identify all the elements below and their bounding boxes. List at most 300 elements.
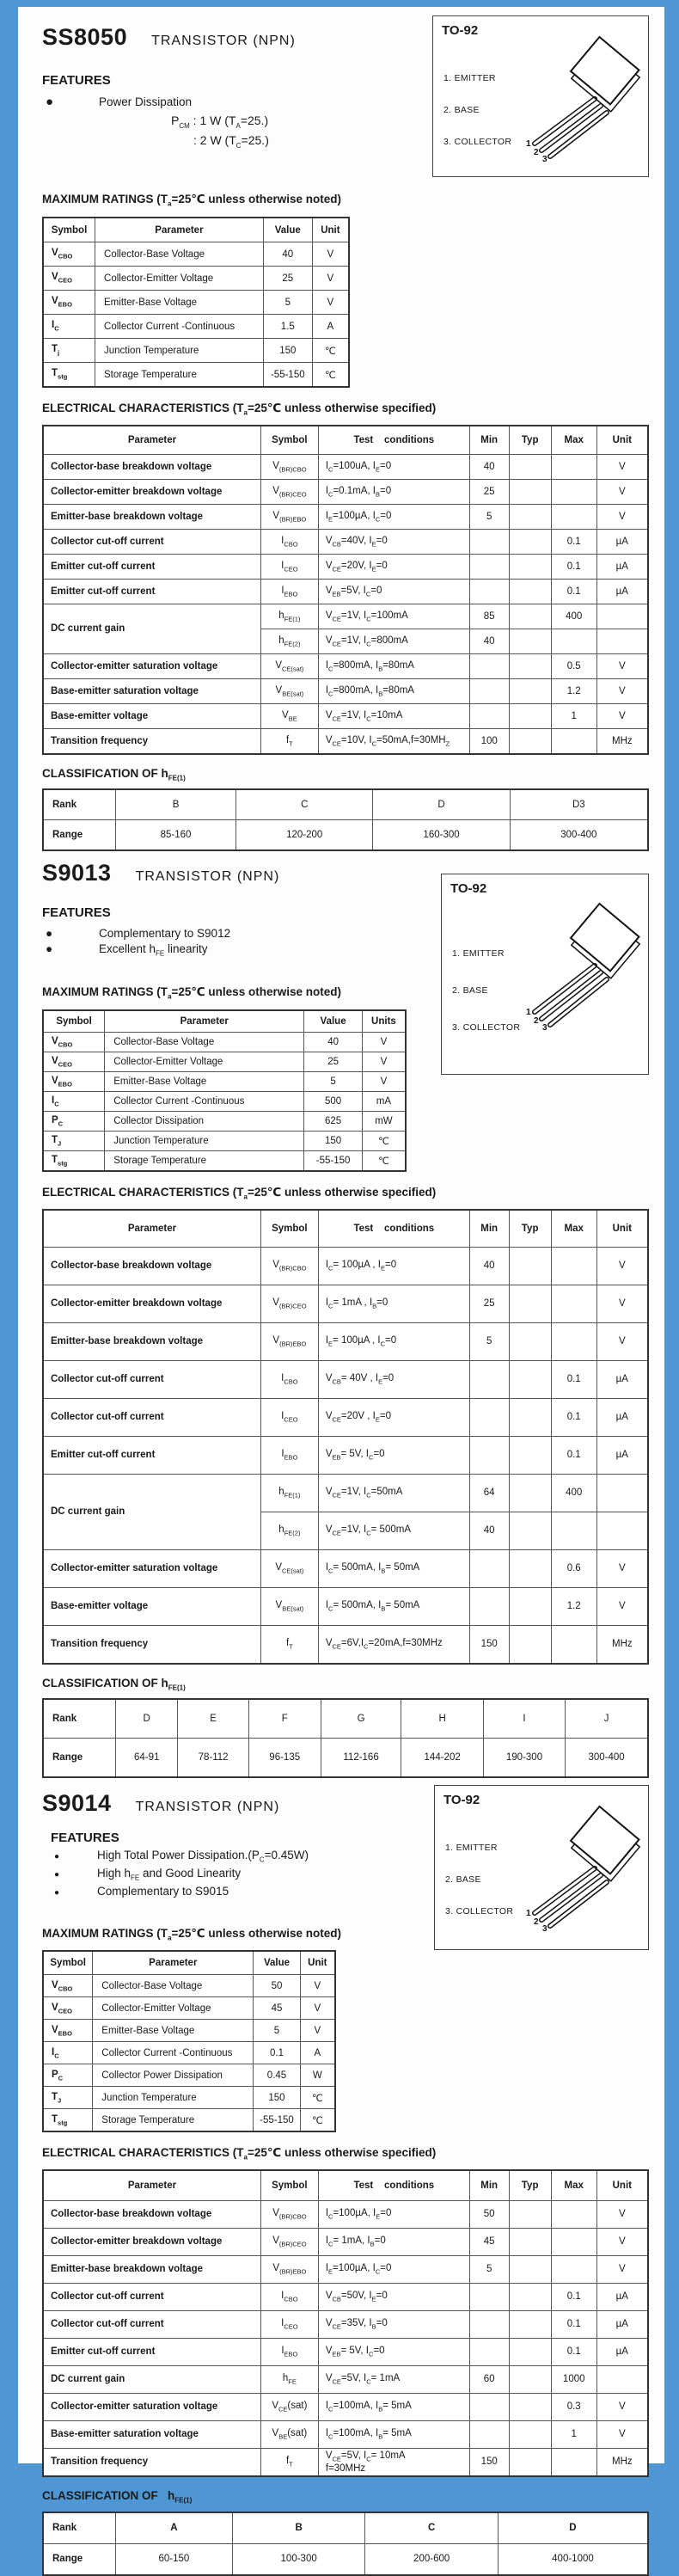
table-cell: 1 (551, 703, 596, 728)
table-cell: V (362, 1052, 406, 1071)
table-cell: V (596, 2393, 648, 2420)
column-header: Symbol (260, 2170, 318, 2201)
svg-text:2: 2 (534, 1016, 539, 1027)
table-row (43, 1436, 648, 1474)
table-cell: Rank (43, 789, 115, 820)
part-number: SS8050 (42, 24, 128, 50)
table (42, 1009, 407, 1172)
table-cell: 0.1 (551, 1360, 596, 1398)
table-cell: Emitter-base breakdown voltage (43, 504, 260, 529)
column-header: Unit (300, 1951, 335, 1975)
table-cell: Range (43, 1739, 115, 1778)
table-cell: C (365, 2512, 499, 2544)
table-row (43, 2283, 648, 2310)
table-cell: $V_{(BR)CBO}$ (260, 1247, 318, 1285)
table-row (43, 267, 349, 291)
table-row (43, 1549, 648, 1587)
table-cell: $V_{CE(sat)}$ (260, 1549, 318, 1587)
table-cell: $I_C= 1mA$ , $I_B=0$ (318, 1285, 469, 1322)
table-cell: $I_C=100mA$, $I_B= 5mA$ (318, 2393, 469, 2420)
table-cell: $V_{CBO}$ (43, 1032, 105, 1052)
table-cell: 5 (469, 1322, 509, 1360)
table-cell: 64-91 (115, 1739, 177, 1778)
table-row (43, 2064, 335, 2087)
table-cell: 160-300 (373, 820, 510, 851)
bullet-icon: ● (46, 942, 53, 956)
table-cell: $I_{CBO}$ (260, 2283, 318, 2310)
table-cell (551, 1512, 596, 1549)
table-cell: D (373, 789, 510, 820)
table-cell: 50 (469, 2200, 509, 2228)
table-cell (551, 479, 596, 504)
table-cell: V (300, 1975, 335, 1997)
table-row (43, 2087, 335, 2109)
pinout-list (443, 73, 511, 147)
table-cell: DC current gain (43, 604, 260, 653)
table-cell: 0.1 (551, 1436, 596, 1474)
table-cell: Emitter-Base Voltage (93, 2020, 254, 2042)
table-cell (509, 2448, 551, 2476)
table-cell: $T_J$ (43, 2087, 93, 2109)
hfe-classification-table (42, 1698, 649, 1778)
table-cell (469, 1360, 509, 1398)
table-cell: V (300, 1997, 335, 2020)
feature-text: Complementary to S9015 (97, 1884, 229, 1898)
bullet-icon: ● (54, 1869, 60, 1880)
table-cell: Base-emitter saturation voltage (43, 2420, 260, 2448)
column-header: Unit (312, 218, 349, 242)
table-cell: 1.2 (551, 678, 596, 703)
table-cell: 0.1 (551, 2283, 596, 2310)
max-ratings-heading: MAXIMUM RATINGS ($T_a=25℃$ unless otherwise noted) (42, 1926, 341, 1942)
table-cell: µA (596, 554, 648, 579)
table-cell: 150 (304, 1131, 363, 1150)
table-cell: H (401, 1699, 483, 1739)
classification-heading: CLASSIFICATION OF $h_{FE(1)}$ (42, 766, 186, 782)
table-cell (509, 2310, 551, 2338)
bullet-icon: ● (54, 1852, 60, 1862)
table-cell: $I_E= 100\mu A$ , $I_C=0$ (318, 1322, 469, 1360)
table-cell: $V_{CEO}$ (43, 1997, 93, 2020)
table-cell: ℃ (300, 2087, 335, 2109)
table-cell: $V_{CE}=20V$, $I_E=0$ (318, 554, 469, 579)
table-row (43, 1285, 648, 1322)
table-cell: 150 (469, 1625, 509, 1664)
table-cell: 0.1 (551, 579, 596, 604)
table-cell: $I_C$ (43, 1091, 105, 1111)
table-row (43, 1150, 406, 1171)
table-cell (469, 2310, 509, 2338)
table-row (43, 1739, 648, 1778)
table-cell: V (596, 653, 648, 678)
table-cell: 150 (469, 2448, 509, 2476)
table-cell (509, 1322, 551, 1360)
table-row (43, 363, 349, 388)
table-row (43, 1625, 648, 1664)
datasheet-page (18, 7, 664, 2565)
table-cell: 5 (263, 291, 312, 315)
table-cell: 60-150 (115, 2543, 232, 2575)
table-row (43, 604, 648, 629)
table-cell: $I_{EBO}$ (260, 1436, 318, 1474)
column-header: Typ (509, 1210, 551, 1248)
table-cell: $V_{CBO}$ (43, 242, 95, 267)
column-header: Typ (509, 426, 551, 455)
features-heading: FEATURES (51, 1831, 119, 1846)
table-cell (469, 1436, 509, 1474)
table-cell: $V_{EBO}$ (43, 1071, 105, 1091)
table-cell: V (312, 267, 349, 291)
table-cell: 0.5 (551, 653, 596, 678)
max-ratings-table (42, 1950, 336, 2132)
table-cell (509, 479, 551, 504)
table-cell (469, 2338, 509, 2365)
column-header: Typ (509, 2170, 551, 2201)
table-cell (509, 1436, 551, 1474)
table-row (43, 2020, 335, 2042)
svg-text:2: 2 (534, 1917, 539, 1928)
table-cell: $I_{CEO}$ (260, 554, 318, 579)
table-row (43, 504, 648, 529)
table-cell (551, 2200, 596, 2228)
pin-label: 1. EMITTER (443, 73, 496, 83)
table-cell: mA (362, 1091, 406, 1111)
table-cell: Collector cut-off current (43, 2310, 260, 2338)
table (42, 1698, 649, 1778)
pin-label: 2. BASE (443, 105, 480, 115)
table-row (43, 2512, 648, 2544)
table-cell: 5 (469, 2255, 509, 2283)
table-cell: $V_{CB}=40V$, $I_E=0$ (318, 529, 469, 554)
column-header: Value (304, 1010, 363, 1033)
table-cell (509, 454, 551, 479)
table-cell: 300-400 (510, 820, 648, 851)
table-cell: $V_{CE(sat)}$ (260, 653, 318, 678)
table-cell: Collector-Emitter Voltage (95, 267, 264, 291)
column-header: Value (254, 1951, 300, 1975)
table-cell (509, 504, 551, 529)
table-cell: $I_C=800mA$, $I_B=80mA$ (318, 678, 469, 703)
table-cell: $V_{CE}=6V,I_C=20mA,f=30MHz$ (318, 1625, 469, 1664)
table-row (43, 2310, 648, 2338)
table-cell: V (312, 242, 349, 267)
table-cell: 0.1 (551, 1398, 596, 1436)
table-cell: Emitter-Base Voltage (95, 291, 264, 315)
table-cell: ℃ (312, 363, 349, 388)
table-cell: V (596, 2200, 648, 2228)
table-row (43, 579, 648, 604)
table-cell: $V_{CB}= 40V$ , $I_E=0$ (318, 1360, 469, 1398)
table-cell: $I_{CBO}$ (260, 1360, 318, 1398)
table-cell: 150 (254, 2087, 300, 2109)
table-row (43, 2420, 648, 2448)
table-cell: -55-150 (263, 363, 312, 388)
table-row (43, 339, 349, 363)
table-cell (469, 529, 509, 554)
svg-text:3: 3 (542, 155, 547, 164)
table-cell: 5 (304, 1071, 363, 1091)
table-cell: 1.2 (551, 1587, 596, 1625)
table-cell: µA (596, 2283, 648, 2310)
table-cell (469, 554, 509, 579)
table-cell: Junction Temperature (105, 1131, 304, 1150)
table-cell: $V_{CE}=1V$, $I_C=100mA$ (318, 604, 469, 629)
column-header: Max (551, 426, 596, 455)
table-cell: $I_{CEO}$ (260, 2310, 318, 2338)
table-cell: F (248, 1699, 321, 1739)
table-row (43, 1052, 406, 1071)
table-cell (469, 653, 509, 678)
table-row (43, 2255, 648, 2283)
table-cell: V (596, 1285, 648, 1322)
table-row (43, 554, 648, 579)
electrical-characteristics-heading: ELECTRICAL CHARACTERISTICS ($T_a=25℃$ unless otherwise specified) (42, 402, 437, 417)
table-cell (551, 1625, 596, 1664)
table-cell: 45 (254, 1997, 300, 2020)
table-cell: $I_C=100\mu A$, $I_E=0$ (318, 2200, 469, 2228)
table-cell: 400 (551, 1474, 596, 1512)
pin-label: 1. EMITTER (452, 948, 505, 960)
table-row (43, 703, 648, 728)
table-row (43, 1975, 335, 1997)
table-row (43, 454, 648, 479)
table-row (43, 789, 648, 820)
table-cell: D3 (510, 789, 648, 820)
table-row (43, 653, 648, 678)
table-cell: $I_{EBO}$ (260, 579, 318, 604)
electrical-characteristics-table (42, 1209, 649, 1665)
table-cell: 190-300 (483, 1739, 565, 1778)
table-cell: 1000 (551, 2365, 596, 2393)
table-cell: Collector-base breakdown voltage (43, 2200, 260, 2228)
table-cell: $V_{CE}=1V$, $I_C=800mA$ (318, 629, 469, 653)
power-line: : 2 W $(T_C=25.)$ (193, 133, 269, 150)
classification-heading: CLASSIFICATION OF $h_{FE(1)}$ (42, 2488, 193, 2505)
column-header: Parameter (43, 426, 260, 455)
table-cell: V (362, 1032, 406, 1052)
column-header: Min (469, 1210, 509, 1248)
feature-text: Complementary to S9012 (99, 927, 231, 941)
pinout-list (452, 948, 520, 1033)
table-cell: I (483, 1699, 565, 1739)
table-cell (596, 1474, 648, 1512)
table-cell (551, 454, 596, 479)
electrical-characteristics-heading: ELECTRICAL CHARACTERISTICS ($T_a=25℃$ unless otherwise specified) (42, 2146, 437, 2162)
table-cell (509, 1360, 551, 1398)
table-cell: -55-150 (304, 1150, 363, 1171)
table-cell: $V_{CE}=35V$, $I_B=0$ (318, 2310, 469, 2338)
table-cell: 100-300 (232, 2543, 365, 2575)
table-cell: Storage Temperature (105, 1150, 304, 1171)
table-cell: Transition frequency (43, 1625, 260, 1664)
table-cell: 0.1 (254, 2042, 300, 2064)
package-box-to92 (432, 15, 649, 177)
table-cell: $V_{(BR)EBO}$ (260, 2255, 318, 2283)
table-cell: $V_{BE}(sat)$ (260, 2420, 318, 2448)
table-cell: 0.1 (551, 2338, 596, 2365)
feature-text: Excellent $h_{FE}$ linearity (99, 942, 208, 959)
table-cell (509, 1625, 551, 1664)
table-cell: ℃ (362, 1150, 406, 1171)
table-cell (509, 2228, 551, 2255)
table-cell: B (115, 789, 236, 820)
to92-package-drawing (516, 892, 646, 1038)
table-cell: D (498, 2512, 648, 2544)
table-cell: V (596, 1247, 648, 1285)
column-header: Symbol (43, 1951, 93, 1975)
table-cell (509, 1549, 551, 1587)
table-cell: DC current gain (43, 1474, 260, 1549)
table-cell: $T_{stg}$ (43, 363, 95, 388)
table-cell (509, 1398, 551, 1436)
table-cell (509, 653, 551, 678)
table-cell: Storage Temperature (95, 363, 264, 388)
table-cell (509, 1587, 551, 1625)
table-cell: V (300, 2020, 335, 2042)
svg-text:1: 1 (526, 139, 531, 149)
table-cell: 0.45 (254, 2064, 300, 2087)
table-cell: Emitter cut-off current (43, 554, 260, 579)
table-row (43, 242, 349, 267)
table-cell: 112-166 (321, 1739, 401, 1778)
table-cell: 40 (263, 242, 312, 267)
table-cell: $I_C=800mA$, $I_B=80mA$ (318, 653, 469, 678)
table-cell (509, 2393, 551, 2420)
table-cell (469, 703, 509, 728)
column-header: Symbol (260, 1210, 318, 1248)
table-cell: Collector-emitter breakdown voltage (43, 1285, 260, 1322)
column-header: Parameter (43, 1210, 260, 1248)
power-line: $P_{CM}$ : 1 W $(T_A=25.)$ (171, 113, 269, 130)
table-cell (509, 703, 551, 728)
table-cell: $V_{CE}=5V$, $I_C= 10mA$ f=30MHz (318, 2448, 469, 2476)
table-cell: $I_C$ (43, 2042, 93, 2064)
features-heading: FEATURES (42, 905, 111, 921)
table-cell (551, 1322, 596, 1360)
table-row (43, 2109, 335, 2132)
table-cell: C (236, 789, 373, 820)
table-cell: $P_C$ (43, 2064, 93, 2087)
table-row (43, 2042, 335, 2064)
table-cell: $I_C=100uA$, $I_E=0$ (318, 454, 469, 479)
table-cell: 25 (263, 267, 312, 291)
column-header: Unit (596, 1210, 648, 1248)
table-cell (596, 2365, 648, 2393)
table-cell: E (178, 1699, 248, 1739)
table-cell: Collector-Emitter Voltage (105, 1052, 304, 1071)
table-cell: DC current gain (43, 2365, 260, 2393)
table (42, 1209, 649, 1665)
table-cell: 78-112 (178, 1739, 248, 1778)
table-cell: $V_{BE}$ (260, 703, 318, 728)
table-row (43, 820, 648, 851)
table-cell: $I_{CBO}$ (260, 529, 318, 554)
package-name: TO-92 (450, 881, 487, 897)
table-cell (469, 1398, 509, 1436)
electrical-characteristics-table (42, 2169, 649, 2477)
column-header: Test conditions (318, 1210, 469, 1248)
column-header: Unit (596, 2170, 648, 2201)
column-header: Parameter (93, 1951, 254, 1975)
table-cell (509, 2365, 551, 2393)
table-cell: Collector cut-off current (43, 529, 260, 554)
table-row (43, 728, 648, 754)
table-cell: V (596, 2420, 648, 2448)
pin-label: 1. EMITTER (445, 1843, 498, 1854)
table-row (43, 1322, 648, 1360)
part-type: TRANSISTOR (NPN) (135, 1800, 280, 1815)
table-cell: 100 (469, 728, 509, 754)
table-cell: $V_{(BR)EBO}$ (260, 1322, 318, 1360)
table-cell: $V_{CE}=1V$, $I_C=10mA$ (318, 703, 469, 728)
table-cell: A (115, 2512, 232, 2544)
table-cell: Base-emitter voltage (43, 703, 260, 728)
table-cell: ℃ (300, 2109, 335, 2132)
table-cell: Collector cut-off current (43, 2283, 260, 2310)
features-heading: FEATURES (42, 73, 111, 88)
table-cell: Emitter-base breakdown voltage (43, 1322, 260, 1360)
section-s9014 (42, 1778, 649, 2575)
table-cell: 200-600 (365, 2543, 499, 2575)
pin-label: 2. BASE (445, 1874, 481, 1886)
table-cell: $V_{CE}=1V$, $I_C= 500mA$ (318, 1512, 469, 1549)
table-row (43, 1699, 648, 1739)
package-box-to92 (441, 874, 649, 1075)
table-cell (509, 1474, 551, 1512)
table-cell: V (596, 479, 648, 504)
table-cell: Transition frequency (43, 728, 260, 754)
table-cell: J (566, 1699, 648, 1739)
part-type: TRANSISTOR (NPN) (135, 869, 280, 885)
table-cell: 5 (469, 504, 509, 529)
table-cell: 400-1000 (498, 2543, 648, 2575)
table-cell: 40 (304, 1032, 363, 1052)
table-cell: µA (596, 1436, 648, 1474)
table-cell: V (362, 1071, 406, 1091)
table-cell: MHz (596, 1625, 648, 1664)
table-row (43, 2338, 648, 2365)
table-cell: Collector-emitter saturation voltage (43, 2393, 260, 2420)
pin-label: 2. BASE (452, 985, 488, 997)
table-cell: $I_E=100\mu A$, $I_C=0$ (318, 2255, 469, 2283)
package-name: TO-92 (443, 1793, 480, 1808)
table-cell: 400 (551, 604, 596, 629)
table-cell: $V_{BE(sat)}$ (260, 678, 318, 703)
classification-heading: CLASSIFICATION OF $h_{FE(1)}$ (42, 1676, 186, 1692)
table-cell: Transition frequency (43, 2448, 260, 2476)
table-cell: $V_{(BR)EBO}$ (260, 504, 318, 529)
max-ratings-table (42, 217, 350, 388)
table-cell: µA (596, 1360, 648, 1398)
table-row (43, 2393, 648, 2420)
table-row (43, 2365, 648, 2393)
column-header: Value (263, 218, 312, 242)
table-row (43, 2228, 648, 2255)
table-cell (551, 629, 596, 653)
table-cell (469, 579, 509, 604)
table-cell: Emitter cut-off current (43, 1436, 260, 1474)
table-cell: $V_{(BR)CEO}$ (260, 2228, 318, 2255)
column-header: Max (551, 2170, 596, 2201)
table-cell: Collector Power Dissipation (93, 2064, 254, 2087)
table-cell: 0.3 (551, 2393, 596, 2420)
table-cell: $I_C=0.1mA$, $I_B=0$ (318, 479, 469, 504)
table (42, 2512, 649, 2576)
table-cell: Collector-emitter saturation voltage (43, 653, 260, 678)
table-cell: Base-emitter saturation voltage (43, 678, 260, 703)
table-cell (551, 1247, 596, 1285)
table-cell: 45 (469, 2228, 509, 2255)
